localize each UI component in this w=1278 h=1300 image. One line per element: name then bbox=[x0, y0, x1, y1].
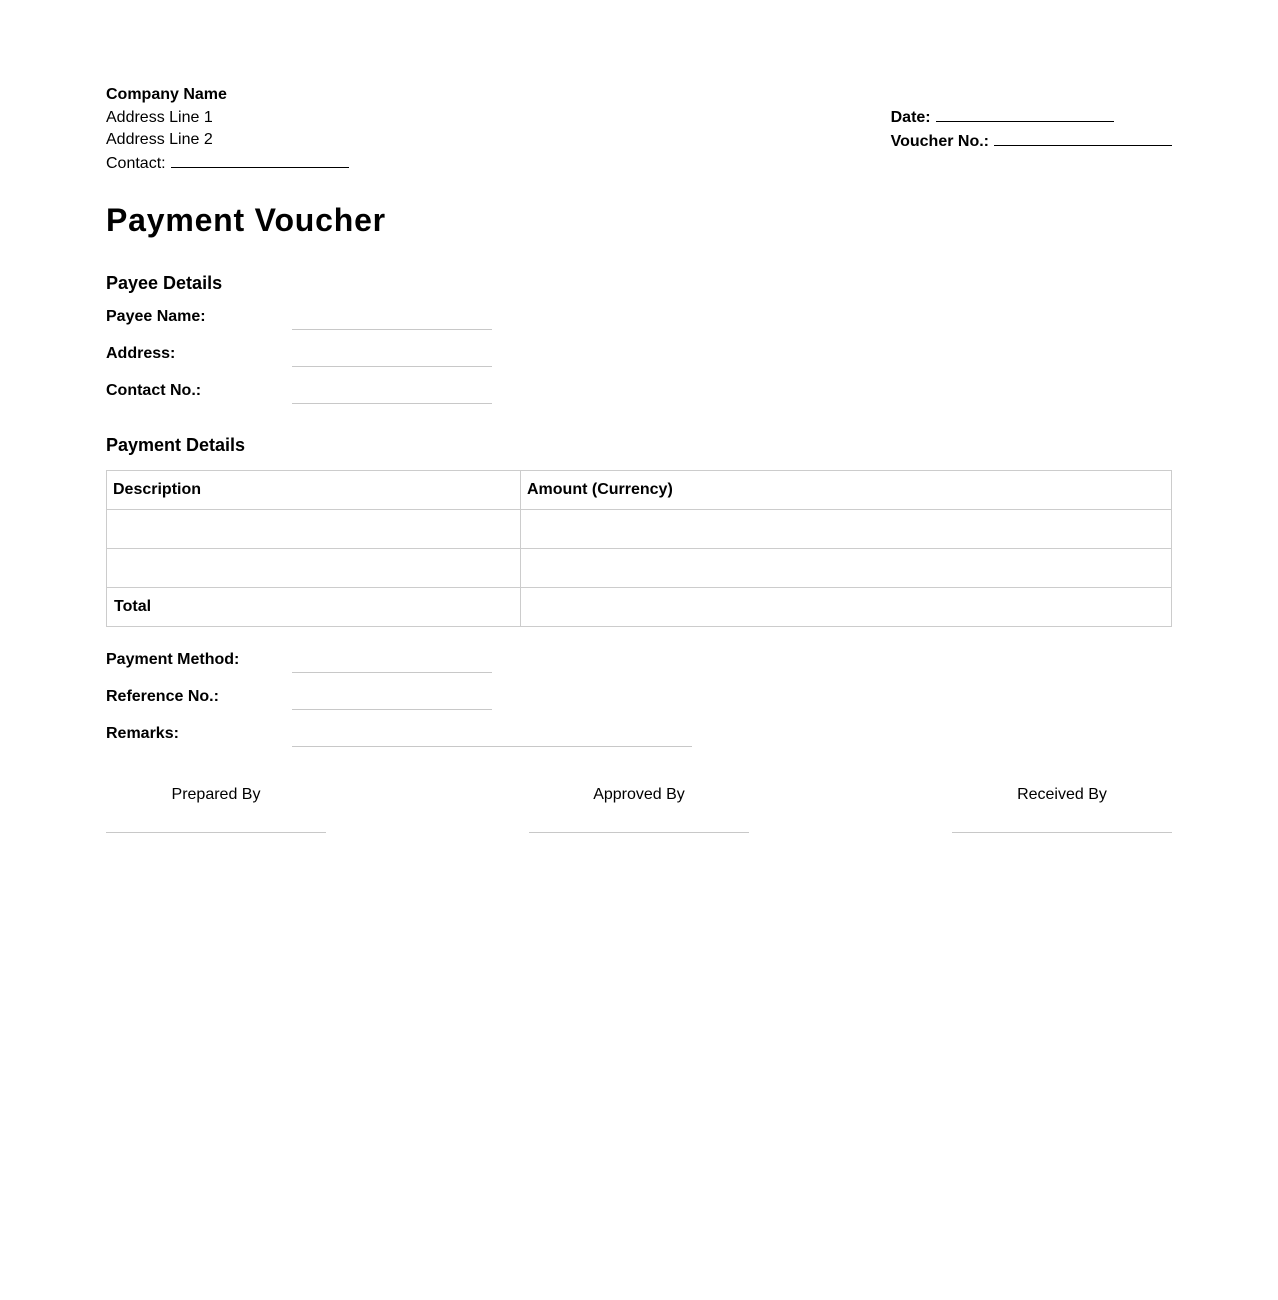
prepared-by-signature bbox=[106, 786, 326, 833]
reference-no-input-line[interactable] bbox=[292, 709, 492, 710]
payee-contact-input-line[interactable] bbox=[292, 403, 492, 404]
company-contact bbox=[106, 152, 349, 176]
reference-no-label: Reference No.: bbox=[106, 688, 219, 705]
payee-address-input-line[interactable] bbox=[292, 366, 492, 367]
payee-address-label: Address: bbox=[106, 345, 176, 362]
company-name: Company Name bbox=[106, 86, 227, 103]
table-row bbox=[107, 510, 1172, 549]
page-title: Payment Voucher bbox=[106, 202, 386, 238]
column-header-amount: Amount (Currency) bbox=[521, 471, 1172, 510]
company-address-line-1: Address Line 1 bbox=[106, 108, 213, 126]
approved-by-signature bbox=[529, 786, 749, 833]
description-cell[interactable] bbox=[107, 549, 521, 588]
payee-address-field bbox=[106, 345, 706, 371]
column-header-description: Description bbox=[107, 471, 521, 510]
total-row bbox=[107, 588, 1172, 627]
table-header-row bbox=[107, 471, 1172, 510]
approved-by-label: Approved By bbox=[593, 786, 685, 803]
payee-contact-label: Contact No.: bbox=[106, 382, 202, 399]
total-amount-cell[interactable] bbox=[521, 588, 1172, 627]
payee-details-heading: Payee Details bbox=[106, 273, 223, 293]
company-address-line-2: Address Line 2 bbox=[106, 131, 213, 148]
voucher-meta bbox=[891, 106, 1172, 153]
reference-no-field bbox=[106, 688, 706, 714]
voucher-no-field[interactable] bbox=[994, 130, 1172, 146]
date-field[interactable] bbox=[936, 106, 1114, 122]
table-row bbox=[107, 549, 1172, 588]
voucher-no-label: Voucher No.: bbox=[890, 132, 989, 150]
description-cell[interactable] bbox=[107, 510, 521, 549]
voucher-no-row bbox=[891, 130, 1172, 154]
payee-name-field bbox=[106, 308, 706, 334]
payment-table bbox=[106, 470, 1172, 627]
received-by-signature bbox=[952, 786, 1172, 833]
payment-method-input-line[interactable] bbox=[292, 672, 492, 673]
remarks-input-line[interactable] bbox=[292, 746, 692, 747]
company-contact-field[interactable] bbox=[171, 152, 349, 168]
date-label: Date: bbox=[890, 109, 931, 126]
prepared-by-label: Prepared By bbox=[171, 786, 261, 803]
company-contact-label: Contact: bbox=[106, 154, 166, 172]
amount-cell[interactable] bbox=[521, 549, 1172, 588]
received-by-label: Received By bbox=[1017, 786, 1107, 803]
payee-contact-field bbox=[106, 382, 706, 408]
received-by-line[interactable] bbox=[952, 832, 1172, 833]
date-row bbox=[891, 106, 1172, 130]
company-block bbox=[106, 84, 349, 175]
total-label: Total bbox=[107, 588, 521, 627]
remarks-label: Remarks: bbox=[106, 725, 179, 742]
amount-cell[interactable] bbox=[521, 510, 1172, 549]
remarks-field bbox=[106, 725, 706, 751]
payment-method-field bbox=[106, 651, 706, 677]
payee-name-label: Payee Name: bbox=[106, 308, 206, 325]
approved-by-line[interactable] bbox=[529, 832, 749, 833]
payment-details-heading: Payment Details bbox=[106, 435, 246, 455]
payment-method-label: Payment Method: bbox=[106, 651, 240, 668]
prepared-by-line[interactable] bbox=[106, 832, 326, 833]
payee-name-input-line[interactable] bbox=[292, 329, 492, 330]
